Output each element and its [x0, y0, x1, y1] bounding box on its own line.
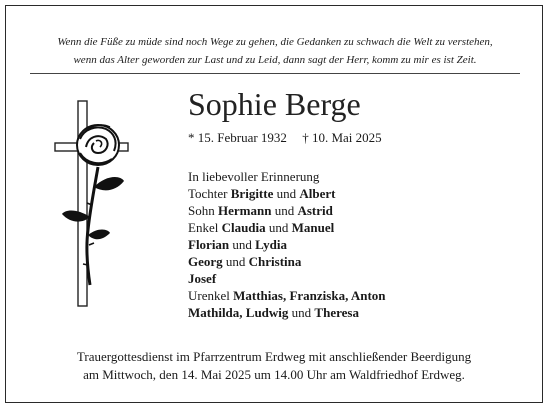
family-row-great-grandchildren [188, 287, 386, 304]
relative-name: Hermann [217, 203, 272, 218]
service-line-1: Trauergottesdienst im Pfarrzentrum Erdweg mit anschließender Beerdigung [76, 349, 472, 364]
conjunction: und [232, 237, 252, 252]
relative-name: Brigitte [230, 186, 274, 201]
relation-label: Sohn [188, 203, 215, 218]
service-info [5, 348, 543, 384]
relative-name: Christina [248, 254, 302, 269]
family-row-grandchildren [188, 219, 386, 236]
divider [30, 73, 520, 74]
conjunction: und [291, 305, 312, 320]
conjunction: und [225, 254, 246, 269]
relative-name: Astrid [297, 203, 333, 218]
life-dates [188, 130, 382, 146]
service-line-2: am Mittwoch, den 14. Mai 2025 um 14.00 Uhr am Waldfriedhof Erdweg. [83, 367, 465, 382]
intro-line: In liebevoller Erinnerung [188, 169, 320, 184]
cross-with-rose-icon [50, 95, 140, 310]
relative-name: Claudia [221, 220, 266, 235]
relation-label: Tochter [188, 186, 228, 201]
deceased-name: Sophie Berge [188, 86, 361, 122]
relative-name: Matthias, Franziska, Anton [233, 288, 386, 303]
family-row-grandchildren-2 [188, 236, 386, 253]
relative-name: Florian [188, 237, 230, 252]
relative-name: Manuel [291, 220, 335, 235]
family-list [188, 168, 386, 321]
relative-name: Lydia [255, 237, 287, 252]
poem [8, 33, 542, 69]
relation-label: Enkel [188, 220, 219, 235]
conjunction: und [274, 203, 295, 218]
birth-date: * 15. Februar 1932 [188, 130, 287, 145]
family-row-grandchildren-3 [188, 253, 386, 270]
relation-label: Urenkel [188, 288, 230, 303]
relative-name: Georg [188, 254, 223, 269]
relative-name: Josef [188, 271, 217, 286]
poem-line-2: wenn das Alter geworden zur Last und zu Leid, dann sagt der Herr, komm zu mir es ist Zeit. [73, 54, 477, 66]
conjunction: und [268, 220, 289, 235]
relative-name: Mathilda, Ludwig [188, 305, 289, 320]
family-row-son [188, 202, 386, 219]
relative-name: Albert [299, 186, 336, 201]
relative-name: Theresa [314, 305, 359, 320]
poem-line-1: Wenn die Füße zu müde sind noch Wege zu gehen, die Gedanken zu schwach die Welt zu verstehen, [57, 36, 493, 48]
family-row-daughter [188, 185, 386, 202]
conjunction: und [276, 186, 297, 201]
death-date: † 10. Mai 2025 [302, 130, 382, 145]
family-row-grandchildren-4 [188, 270, 386, 287]
family-row-great-grandchildren-2 [188, 304, 386, 321]
